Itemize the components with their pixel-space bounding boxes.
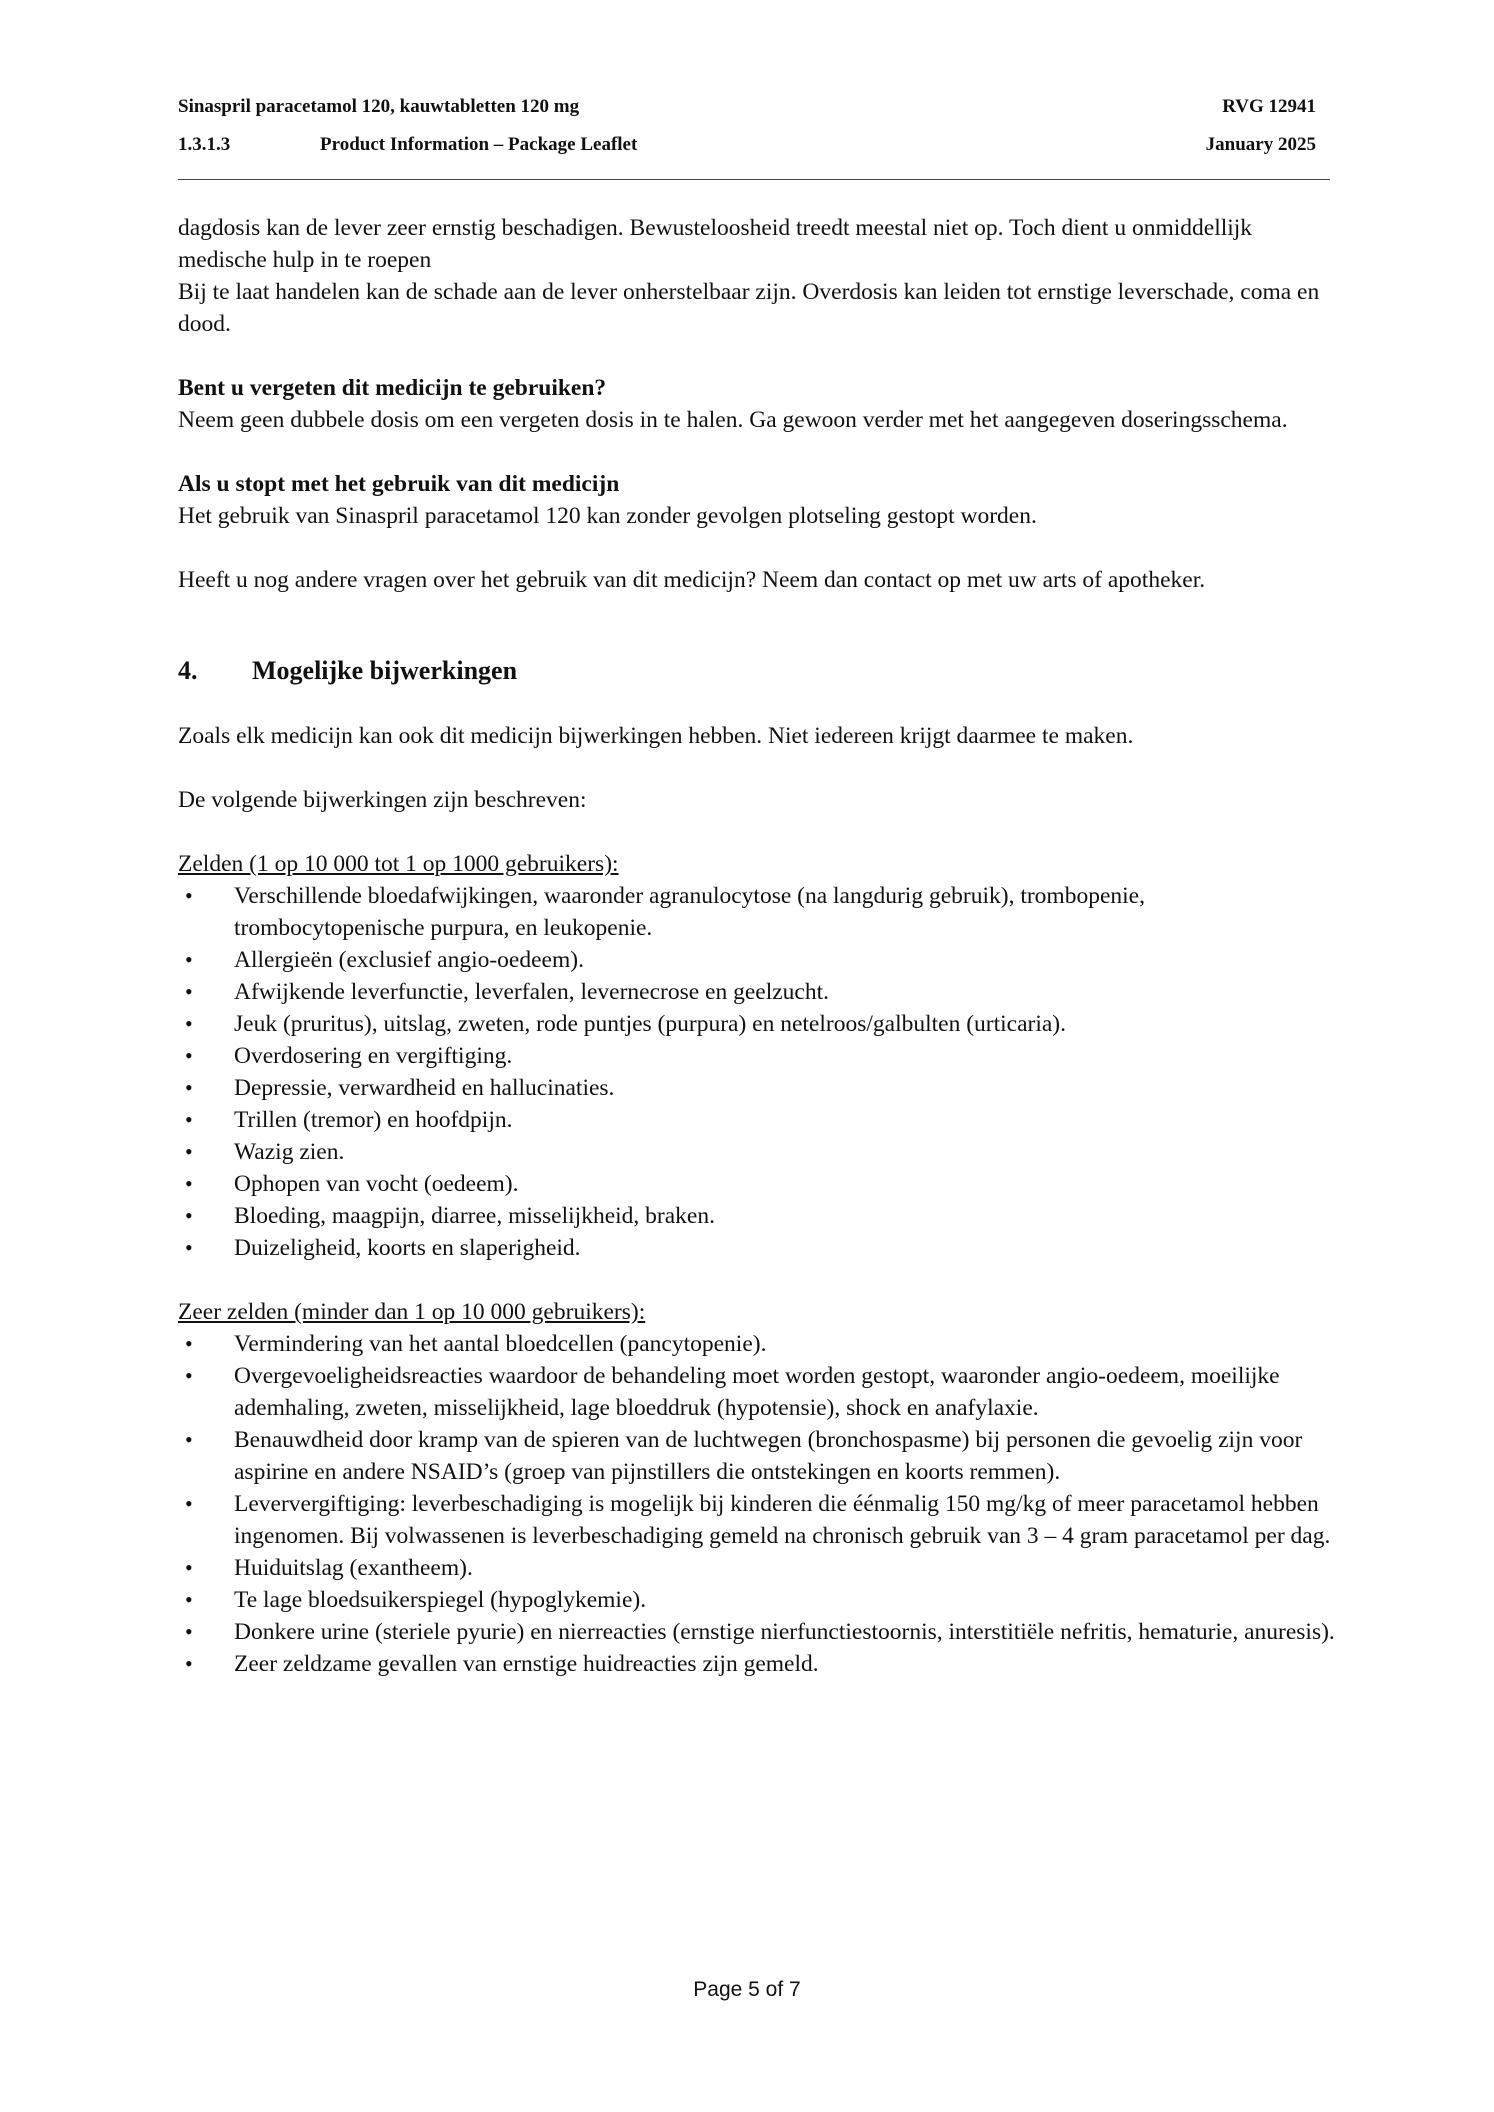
section-number: 1.3.1.3 — [178, 134, 231, 155]
section-title: Product Information – Package Leaflet — [320, 134, 638, 155]
section-4-number: 4. — [178, 656, 198, 685]
page-header-row-2 — [178, 134, 1316, 158]
overdose-paragraph-1: dagdosis kan de lever zeer ernstig beschadigen. Bewusteloosheid treedt meestal niet op. Toch dient u onmiddellijk medische hulp in te roepen — [178, 215, 1253, 273]
document-date: January 2025 — [1205, 134, 1316, 155]
rare-list — [178, 880, 1338, 1264]
bullet-icon: • — [185, 1075, 193, 1100]
forgot-text: Neem geen dubbele dosis om een vergeten dosis in te halen. Ga gewoon verder met het aangegeven doseringsschema. — [178, 407, 1288, 433]
list-item: • Trillen (tremor) en hoofdpijn. — [178, 1104, 1338, 1136]
bullet-icon: • — [185, 1203, 193, 1228]
list-item: • Verschillende bloedafwijkingen, waaronder agranulocytose (na langdurig gebruik), trombopenie, trombocytopenische purpura, en leukopenie. — [178, 880, 1338, 944]
list-item: • Vermindering van het aantal bloedcellen (pancytopenie). — [178, 1328, 1338, 1360]
section-4-heading — [178, 654, 1338, 688]
bullet-icon: • — [185, 1555, 193, 1580]
very-rare-heading: Zeer zelden (minder dan 1 op 10 000 gebruikers): — [178, 1299, 646, 1325]
leaflet-body — [178, 212, 1338, 1680]
rvg-number: RVG 12941 — [1222, 96, 1316, 117]
list-item: • Benauwdheid door kramp van de spieren van de luchtwegen (bronchospasme) bij personen die gevoelig zijn voor aspirine en andere NSAID’s (groep van pijnstillers die ontstekingen en koorts remmen). — [178, 1424, 1338, 1488]
bullet-icon: • — [185, 1139, 193, 1164]
list-item: • Bloeding, maagpijn, diarree, misselijkheid, braken. — [178, 1200, 1338, 1232]
list-item: • Overgevoeligheidsreacties waardoor de behandeling moet worden gestopt, waaronder angio-oedeem, moeilijke ademhaling, zweten, misselijkheid, lage bloeddruk (hypotensie), shock en anafylaxie. — [178, 1360, 1338, 1424]
list-item: • Duizeligheid, koorts en slaperigheid. — [178, 1232, 1338, 1264]
header-divider — [178, 179, 1330, 180]
stop-text: Het gebruik van Sinaspril paracetamol 120 kan zonder gevolgen plotseling gestopt worden. — [178, 503, 1037, 529]
bullet-icon: • — [185, 1363, 193, 1388]
list-item: • Afwijkende leverfunctie, leverfalen, levernecrose en geelzucht. — [178, 976, 1338, 1008]
list-item: • Te lage bloedsuikerspiegel (hypoglykemie). — [178, 1584, 1338, 1616]
bullet-icon: • — [185, 1235, 193, 1260]
described-label: De volgende bijwerkingen zijn beschreven: — [178, 787, 587, 813]
list-item: • Jeuk (pruritus), uitslag, zweten, rode puntjes (purpura) en netelroos/galbulten (urticaria). — [178, 1008, 1338, 1040]
bullet-icon: • — [185, 1427, 193, 1452]
list-item: • Huiduitslag (exantheem). — [178, 1552, 1338, 1584]
list-item: • Allergieën (exclusief angio-oedeem). — [178, 944, 1338, 976]
section-4-title: Mogelijke bijwerkingen — [252, 656, 518, 685]
list-item: • Leververgiftiging: leverbeschadiging is mogelijk bij kinderen die éénmalig 150 mg/kg of meer paracetamol hebben ingenomen. Bij volwassenen is leverbeschadiging gemeld na chronisch gebruik van 3 – 4 gram paracetamol per dag. — [178, 1488, 1338, 1552]
bullet-icon: • — [185, 1331, 193, 1356]
list-item: • Zeer zeldzame gevallen van ernstige huidreacties zijn gemeld. — [178, 1648, 1338, 1680]
page-header-row-1 — [178, 96, 1316, 120]
bullet-icon: • — [185, 1171, 193, 1196]
bullet-icon: • — [185, 1043, 193, 1068]
very-rare-list — [178, 1328, 1338, 1680]
bullet-icon: • — [185, 1011, 193, 1036]
overdose-paragraph-2: Bij te laat handelen kan de schade aan de lever onherstelbaar zijn. Overdosis kan leiden tot ernstige leverschade, coma en dood. — [178, 279, 1320, 337]
bullet-icon: • — [185, 1107, 193, 1132]
forgot-heading: Bent u vergeten dit medicijn te gebruiken? — [178, 375, 607, 401]
bullet-icon: • — [185, 979, 193, 1004]
page-number: Page 5 of 7 — [693, 1978, 801, 2001]
rare-heading: Zelden (1 op 10 000 tot 1 op 1000 gebruikers): — [178, 851, 619, 877]
bullet-icon: • — [185, 1651, 193, 1676]
list-item: • Overdosering en vergiftiging. — [178, 1040, 1338, 1072]
list-item: • Ophopen van vocht (oedeem). — [178, 1168, 1338, 1200]
side-effects-intro: Zoals elk medicijn kan ook dit medicijn bijwerkingen hebben. Niet iedereen krijgt daarmee te maken. — [178, 723, 1134, 749]
list-item: • Donkere urine (steriele pyurie) en nierreacties (ernstige nierfunctiestoornis, interstitiële nefritis, hematurie, anuresis). — [178, 1616, 1338, 1648]
bullet-icon: • — [185, 947, 193, 972]
questions-text: Heeft u nog andere vragen over het gebruik van dit medicijn? Neem dan contact op met uw arts of apotheker. — [178, 567, 1206, 593]
list-item: • Depressie, verwardheid en hallucinaties. — [178, 1072, 1338, 1104]
bullet-icon: • — [185, 1619, 193, 1644]
bullet-icon: • — [185, 1491, 193, 1516]
bullet-icon: • — [185, 883, 193, 908]
product-name: Sinaspril paracetamol 120, kauwtabletten 120 mg — [178, 96, 580, 117]
stop-heading: Als u stopt met het gebruik van dit medicijn — [178, 471, 620, 497]
list-item: • Wazig zien. — [178, 1136, 1338, 1168]
bullet-icon: • — [185, 1587, 193, 1612]
